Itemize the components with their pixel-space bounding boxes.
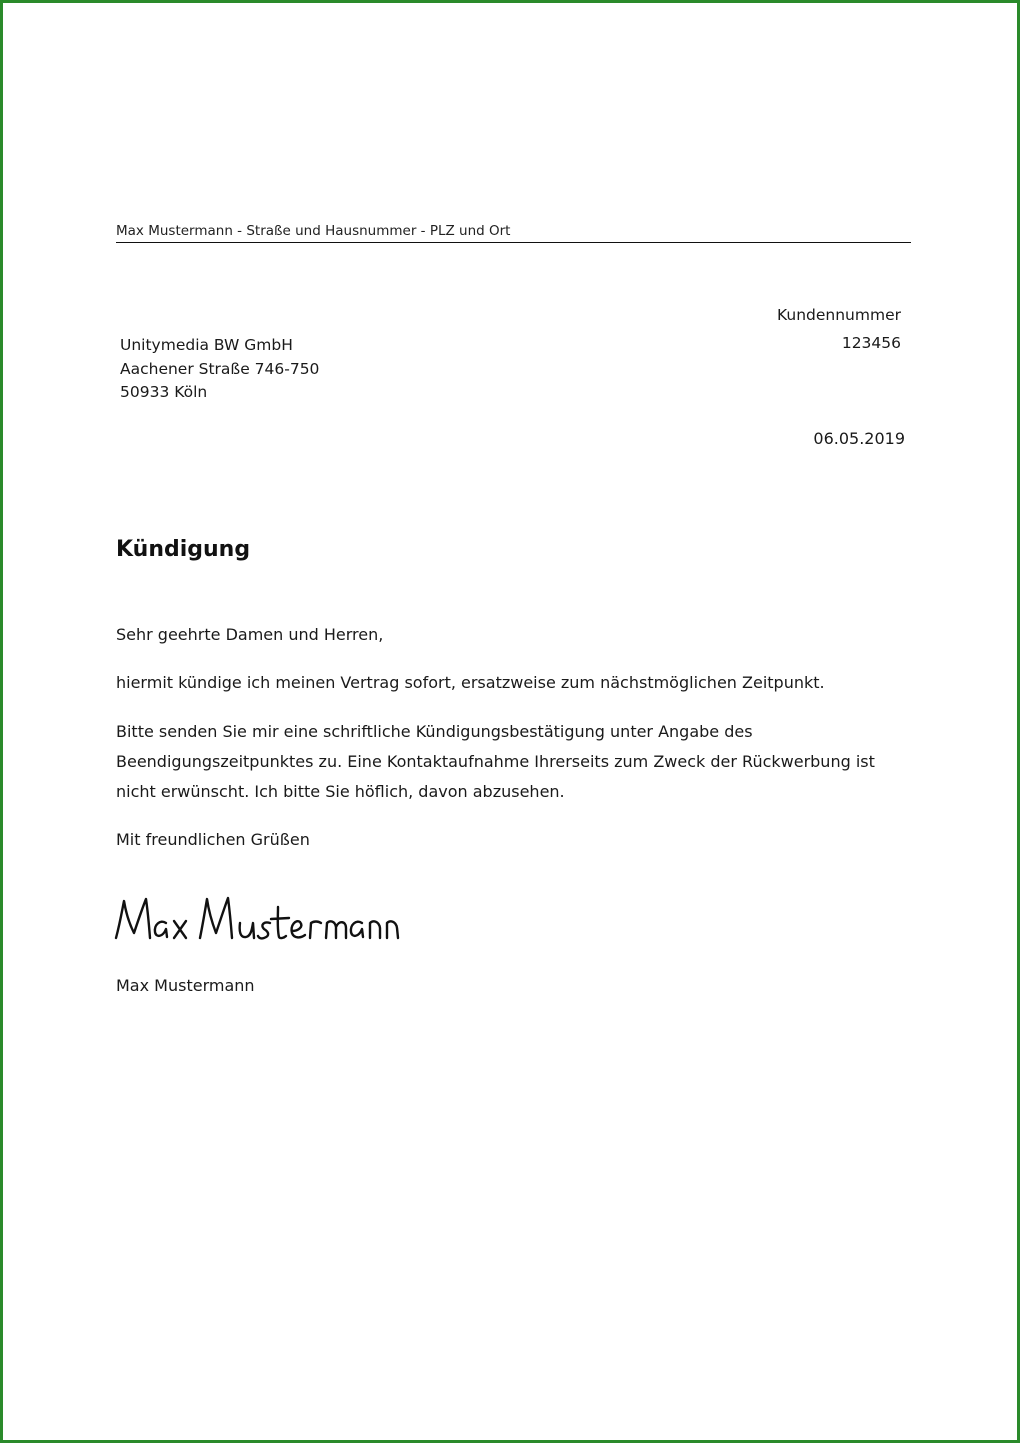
closing-phrase: Mit freundlichen Grüßen	[116, 830, 310, 849]
customer-number-block	[777, 301, 901, 357]
sender-address-line: Max Mustermann - Straße und Hausnummer - PLZ und Ort	[116, 222, 911, 243]
handwritten-signature	[108, 883, 408, 953]
recipient-company: Unitymedia BW GmbH	[120, 336, 293, 354]
letter-date: 06.05.2019	[813, 429, 905, 448]
customer-number-value: 123456	[841, 334, 901, 352]
salutation: Sehr geehrte Damen und Herren,	[116, 625, 384, 644]
recipient-street: Aachener Straße 746-750	[120, 359, 320, 378]
letter-subject: Kündigung	[116, 537, 251, 562]
customer-number-label: Kundennummer	[777, 306, 901, 324]
signer-name: Max Mustermann	[116, 976, 255, 995]
recipient-city: 50933 Köln	[120, 383, 208, 401]
body-paragraph-2: Bitte senden Sie mir eine schriftliche Kündigungsbestätigung unter Angabe des Beendigungszeitpunktes zu. Eine Kontaktaufnahme Ihrerseits zum Zweck der Rückwerbung ist nicht erwünscht. Ich bitte Sie höflich, davon abzusehen.	[116, 722, 875, 801]
body-paragraph-1: hiermit kündige ich meinen Vertrag sofort, ersatzweise zum nächstmöglichen Zeitpunkt.	[116, 673, 825, 692]
recipient-address	[120, 334, 319, 405]
